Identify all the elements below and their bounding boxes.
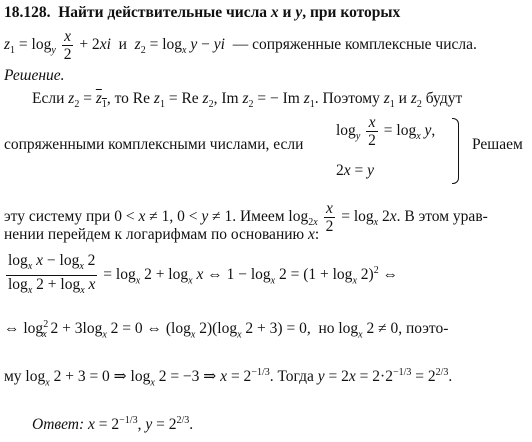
system-brace	[452, 118, 459, 184]
problem-definition: $z_1 = \log_y$ $\frac{x}{2}$ + 2xi и $z_2 = \log_x y$ − yi — сопряженные комплексные числа.	[4, 28, 477, 63]
solution-paragraph-4: нении перейдем к логарифмам по основанию x:	[4, 226, 320, 243]
paragraph-continuation: Решаем	[472, 136, 523, 153]
answer-label: Ответ:	[32, 416, 85, 434]
system-line-2: 2x = y	[336, 162, 375, 179]
fraction: $\frac{x}{2}$	[63, 28, 72, 63]
equation-1: $\frac{\log_x x - \log_x 2}{\log_x 2 + \log_x x}$ = $\log_x 2 + \log_x x$ ⇔ $1 - \log_x 2 = (1 + \log_x 2)^2$ ⇔	[4, 252, 398, 299]
answer: Ответ: $x = 2^{-1/3}$, $y = 2^{2/3}$.	[32, 415, 194, 434]
equation-3: му $\log_x 2 + 3 = 0$ ⇒ $\log_x 2 = -3$ ⇒ $x = 2^{-1/3}$. Тогда $y = 2x = 2\cdot 2^{-1/3} = 2^{2/3}$.	[4, 367, 453, 389]
equation-2: ⇔ $\log^2_x 2 + 3\log_x$ 2 = 0 ⇔ ($\log_x$ $2)(\log_x$ 2 + 3) = 0, но $\log_x 2 \ne 0$, поэто-	[4, 319, 449, 341]
paragraph-text: сопряженными комплексными числами, если	[4, 136, 304, 153]
solution-heading: Решение.	[4, 67, 65, 84]
system-line-1: $\log_y$ $\frac{x}{2}$ = $\log_x y$,	[336, 114, 436, 149]
solution-paragraph-2	[4, 136, 303, 154]
solution-paragraph-3: эту систему при 0 < x ≠ 1, 0 < y ≠ 1. Имеем $\log_{2x}$ $\frac{x}{2}$ = $\log_x 2x$. В этом урав-	[4, 200, 488, 235]
problem-number: 18.128.	[4, 4, 51, 21]
problem-statement: Найти действительные числа x и y, при которых	[54, 4, 401, 21]
problem-header	[4, 4, 400, 22]
equation-fraction: $\frac{\log_x x - \log_x 2}{\log_x 2 + \log_x x}$	[8, 252, 96, 297]
solution-paragraph-1: Если $z_2 = z_1$, то Re $z_1 = Re$ $z_2$, Im $z_2$ = − Im $z_1$. Поэтому $z_1$ и $z_2$ будут	[32, 90, 463, 111]
